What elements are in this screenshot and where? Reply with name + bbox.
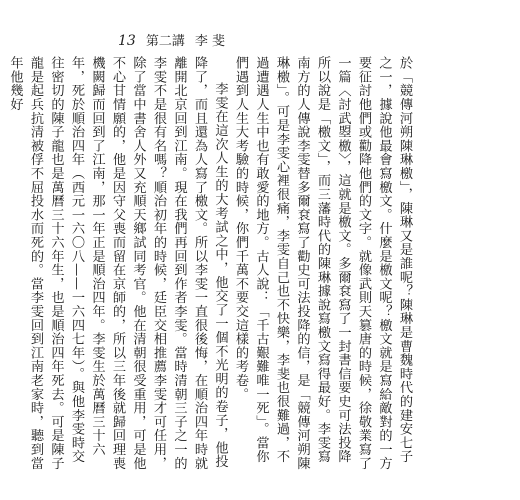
paragraph-1: 於「競傳河朔陳琳檄」，陳琳又是誰呢？陳琳是曹魏時代的建安七子之一，據說他最會寫檄文。什麼是檄文呢？檄文就是寫給敵對的一方要征討他們或勸降他們的文字。就像武則天篡唐的時候，徐敬業寫了一篇〈討武曌檄〉，這就是檄文。多爾袞寫了一封書信要史可法投降所以說是「檄文」，而三藩時代的陳琳據說寫檄文寫得最好。李雯寫南方的人傳說李雯替多爾袞寫了勸史可法投降的信，是「競傳河朔陳琳檄」。可是李雯心裡很痛，李雯自己也不快樂，李斐也很難過，不過遭遇人生中也有敢愛的地方。古人說：「千古艱難唯一死」。當你們遇到人生大考驗的時候，你們千萬不要交這樣的考卷。 xyxy=(233,56,412,470)
lecture-label: 第二講 xyxy=(145,34,185,49)
running-header xyxy=(118,30,225,49)
paragraph-2: 李雯在這次人生的大考試之中，他交了一個不光明的卷子，他投降了，而且還為人寫了檄文。所以李雯一直很後悔，在順治四年時就離開北京回到江南。現在我們再回到作者李雯。當時清朝三子之一的李雯不是很有名嗎？順治初年的時候，廷臣交相推薦李雯才可任用，除了當中書舍人外又充順天鄉試同考官。他在清朝很受重用，可是他不心甘情願的，他是因守父喪而留在京師的，所以三年後就歸回理喪機闕歸而回到了江南，那一年正是順治四年。李雯生於萬曆三十六年，死於順治四年（西元一六〇八——一六四七年）。與他李雯時交往密切的陳子龍也是萬曆三十六年生，也是順治四年死去。可是陳子龍是起兵抗清被俘不屈投水而死的。當李雯回到江南老家時，聽到當年他幾好 xyxy=(7,56,228,470)
chapter-title: 李 斐 xyxy=(194,34,225,49)
page-number: 13 xyxy=(118,33,136,49)
vertical-text-body xyxy=(7,56,414,476)
